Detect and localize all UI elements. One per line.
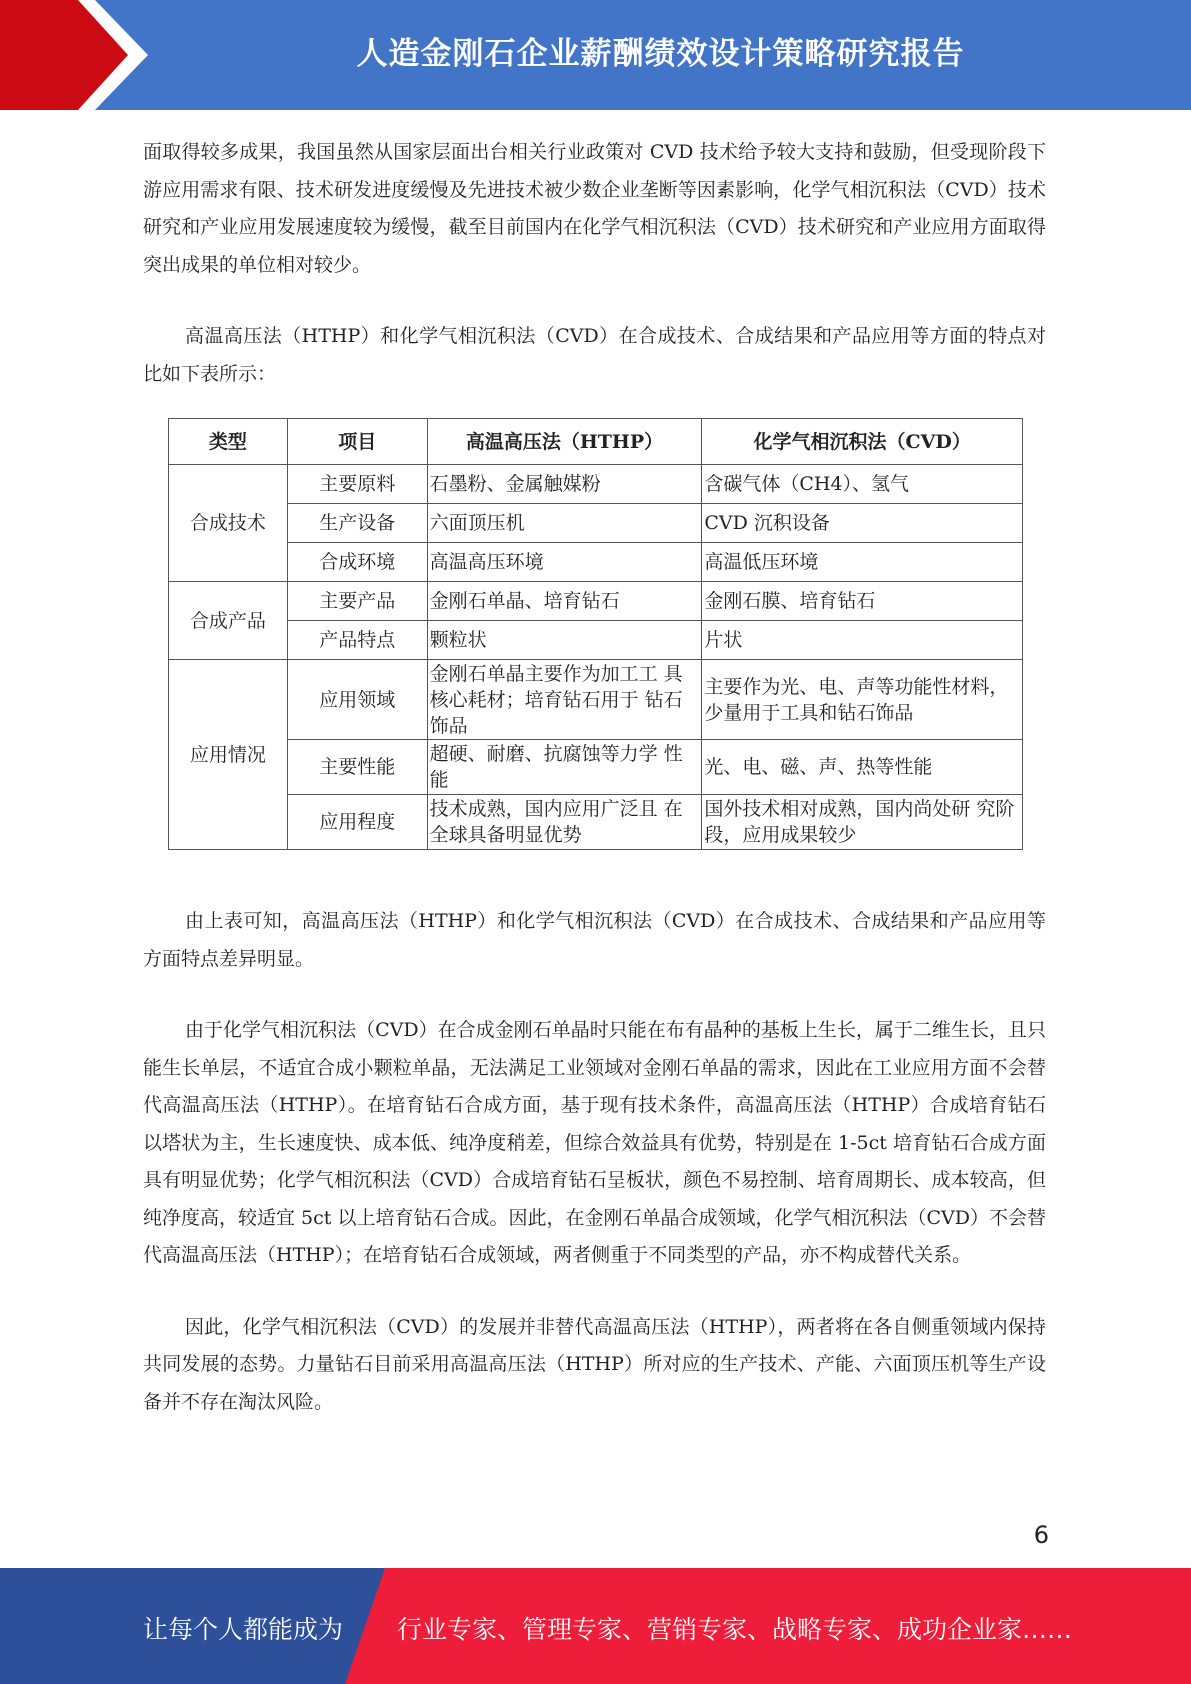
- table-row: [169, 582, 1023, 621]
- paragraph-4: 由于化学气相沉积法（CVD）在合成金刚石单晶时只能在布有晶种的基板上生长，属于二维生长，且只能生长单层，不适宜合成小颗粒单晶，无法满足工业领域对金刚石单晶的需求，因此在工业应用方面不会替代高温高压法（HTHP）。在培育钻石合成方面，基于现有技术条件，高温高压法（HTHP）合成培育钻石以塔状为主，生长速度快、成本低、纯净度稍差，但综合效益具有优势，特别是在 1-5ct 培育钻石合成方面具有明显优势；化学气相沉积法（CVD）合成培育钻石呈板状，颜色不易控制、培育周期长、成本较高，但纯净度高，较适宜 5ct 以上培育钻石合成。因此，在金刚石单晶合成领域，化学气相沉积法（CVD）不会替代高温高压法（HTHP）；在培育钻石合成领域，两者侧重于不同类型的产品，亦不构成替代关系。: [143, 1019, 1046, 1266]
- item-cell: 合成环境: [287, 543, 427, 582]
- item-cell: 主要原料: [287, 465, 427, 504]
- table-row: [169, 465, 1023, 504]
- table-row: [169, 740, 1023, 795]
- paragraph-2: 高温高压法（HTHP）和化学气相沉积法（CVD）在合成技术、合成结果和产品应用等方面的特点对比如下表所示：: [143, 325, 1046, 385]
- table-row: [169, 504, 1023, 543]
- report-title: 人造金刚石企业薪酬绩效设计策略研究报告: [356, 36, 965, 72]
- page-number: 6: [1033, 1521, 1049, 1549]
- cvd-cell: 高温低压环境: [702, 543, 1023, 582]
- item-cell: 主要产品: [287, 582, 427, 621]
- hthp-cell: 高温高压环境: [427, 543, 702, 582]
- cvd-cell: 片状: [702, 621, 1023, 660]
- hthp-cell: 超硬、耐磨、抗腐蚀等力学 性能: [427, 740, 702, 795]
- item-cell: 应用领域: [287, 660, 427, 740]
- cvd-cell: 国外技术相对成熟，国内尚处研 究阶段，应用成果较少: [702, 795, 1023, 850]
- header-hthp: 高温高压法（HTHP）: [427, 419, 702, 465]
- hthp-cell: 技术成熟，国内应用广泛且 在全球具备明显优势: [427, 795, 702, 850]
- group-type-cell: 合成技术: [169, 465, 288, 582]
- header-item: 项目: [287, 419, 427, 465]
- item-cell: 应用程度: [287, 795, 427, 850]
- group-type-cell: 应用情况: [169, 660, 288, 850]
- item-cell: 产品特点: [287, 621, 427, 660]
- table-row: [169, 660, 1023, 740]
- table-row: [169, 543, 1023, 582]
- item-cell: 主要性能: [287, 740, 427, 795]
- cvd-cell: CVD 沉积设备: [702, 504, 1023, 543]
- table-header-row: [169, 419, 1023, 465]
- table-row: [169, 621, 1023, 660]
- hthp-cell: 颗粒状: [427, 621, 702, 660]
- page-footer: [0, 1568, 1191, 1684]
- document-body-lower: [143, 903, 1046, 1421]
- cvd-cell: 主要作为光、电、声等功能性材料，少量用于工具和钻石饰品: [702, 660, 1023, 740]
- hthp-cell: 石墨粉、金属触媒粉: [427, 465, 702, 504]
- table-row: [169, 795, 1023, 850]
- item-cell: 生产设备: [287, 504, 427, 543]
- footer-slogan-right: 行业专家、管理专家、营销专家、战略专家、成功企业家……: [397, 1615, 1073, 1644]
- cvd-cell: 光、电、磁、声、热等性能: [702, 740, 1023, 795]
- document-body: [143, 134, 1046, 393]
- page-header: [0, 0, 1191, 110]
- group-type-cell: 合成产品: [169, 582, 288, 660]
- paragraph-1: 面取得较多成果，我国虽然从国家层面出台相关行业政策对 CVD 技术给予较大支持和鼓励，但受现阶段下游应用需求有限、技术研发进度缓慢及先进技术被少数企业垄断等因素影响，化学气相沉积法（CVD）技术研究和产业应用发展速度较为缓慢，截至目前国内在化学气相沉积法（CVD）技术研究和产业应用方面取得突出成果的单位相对较少。: [143, 141, 1046, 276]
- hthp-cell: 六面顶压机: [427, 504, 702, 543]
- comparison-table: [168, 418, 1023, 850]
- hthp-cell: 金刚石单晶、培育钻石: [427, 582, 702, 621]
- cvd-cell: 金刚石膜、培育钻石: [702, 582, 1023, 621]
- paragraph-5: 因此，化学气相沉积法（CVD）的发展并非替代高温高压法（HTHP），两者将在各自侧重领域内保持共同发展的态势。力量钻石目前采用高温高压法（HTHP）所对应的生产技术、产能、六面顶压机等生产设备并不存在淘汰风险。: [143, 1315, 1046, 1413]
- paragraph-3: 由上表可知，高温高压法（HTHP）和化学气相沉积法（CVD）在合成技术、合成结果和产品应用等方面特点差异明显。: [143, 910, 1046, 970]
- hthp-cell: 金刚石单晶主要作为加工工 具核心耗材；培育钻石用于 钻石饰品: [427, 660, 702, 740]
- footer-slogan-left: 让每个人都能成为: [143, 1615, 344, 1644]
- comparison-table-wrapper: [168, 418, 1023, 850]
- header-cvd: 化学气相沉积法（CVD）: [702, 419, 1023, 465]
- cvd-cell: 含碳气体（CH4）、氢气: [702, 465, 1023, 504]
- header-type: 类型: [169, 419, 288, 465]
